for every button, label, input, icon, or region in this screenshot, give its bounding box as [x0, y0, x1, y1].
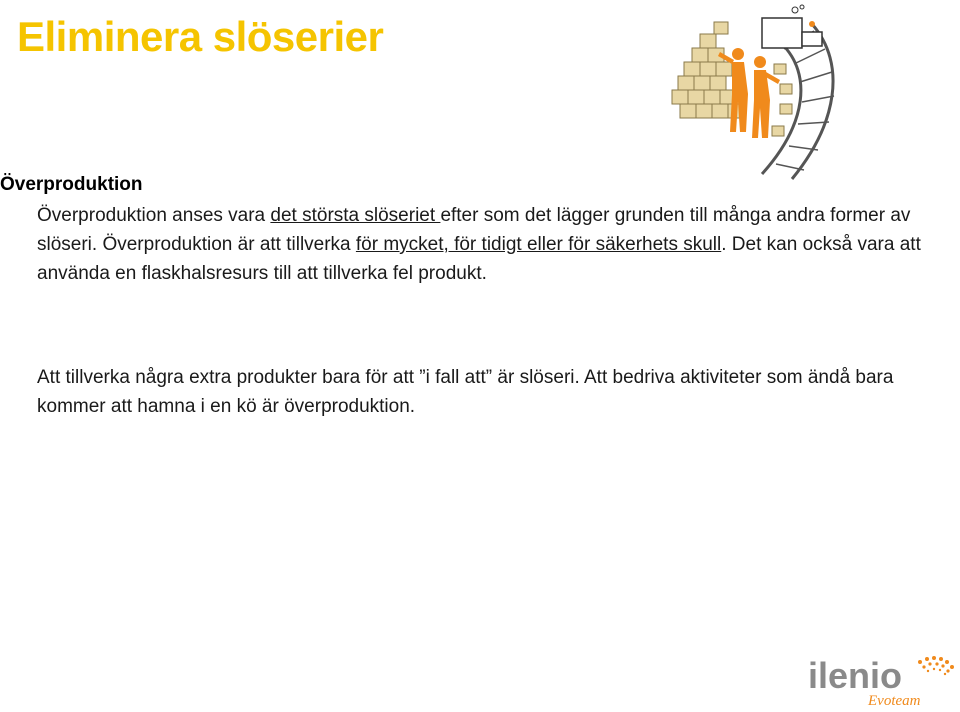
logo-brand: ilenio — [808, 655, 903, 696]
p1-underline-b: för mycket, för tidigt eller för säkerhets skull — [355, 234, 722, 255]
ilenio-logo — [808, 648, 958, 710]
overproduction-illustration — [662, 4, 847, 184]
p1-text-c: . Det kan också vara att använda en flaskhalsresurs till att tillverka fel produkt. — [37, 234, 921, 284]
paragraph-2: Att tillverka några extra produkter bara för att ”i fall att” är slöseri. Att bedriva aktiviteter som ändå bara kommer att hamna i en kö är överproduktion. — [37, 367, 894, 417]
p1-text-a: Överproduktion anses vara — [37, 205, 271, 226]
paragraph-1 — [37, 201, 937, 288]
section-heading: Överproduktion — [0, 174, 143, 195]
slide-title: Eliminera slöserier — [17, 13, 384, 60]
logo-sub: Evoteam — [868, 693, 921, 709]
p1-text-b: efter som det lägger grunden till många andra former av slöseri. Överproduktion är att tillverka — [37, 205, 911, 255]
p1-underline-a: det största slöseriet — [270, 205, 441, 226]
